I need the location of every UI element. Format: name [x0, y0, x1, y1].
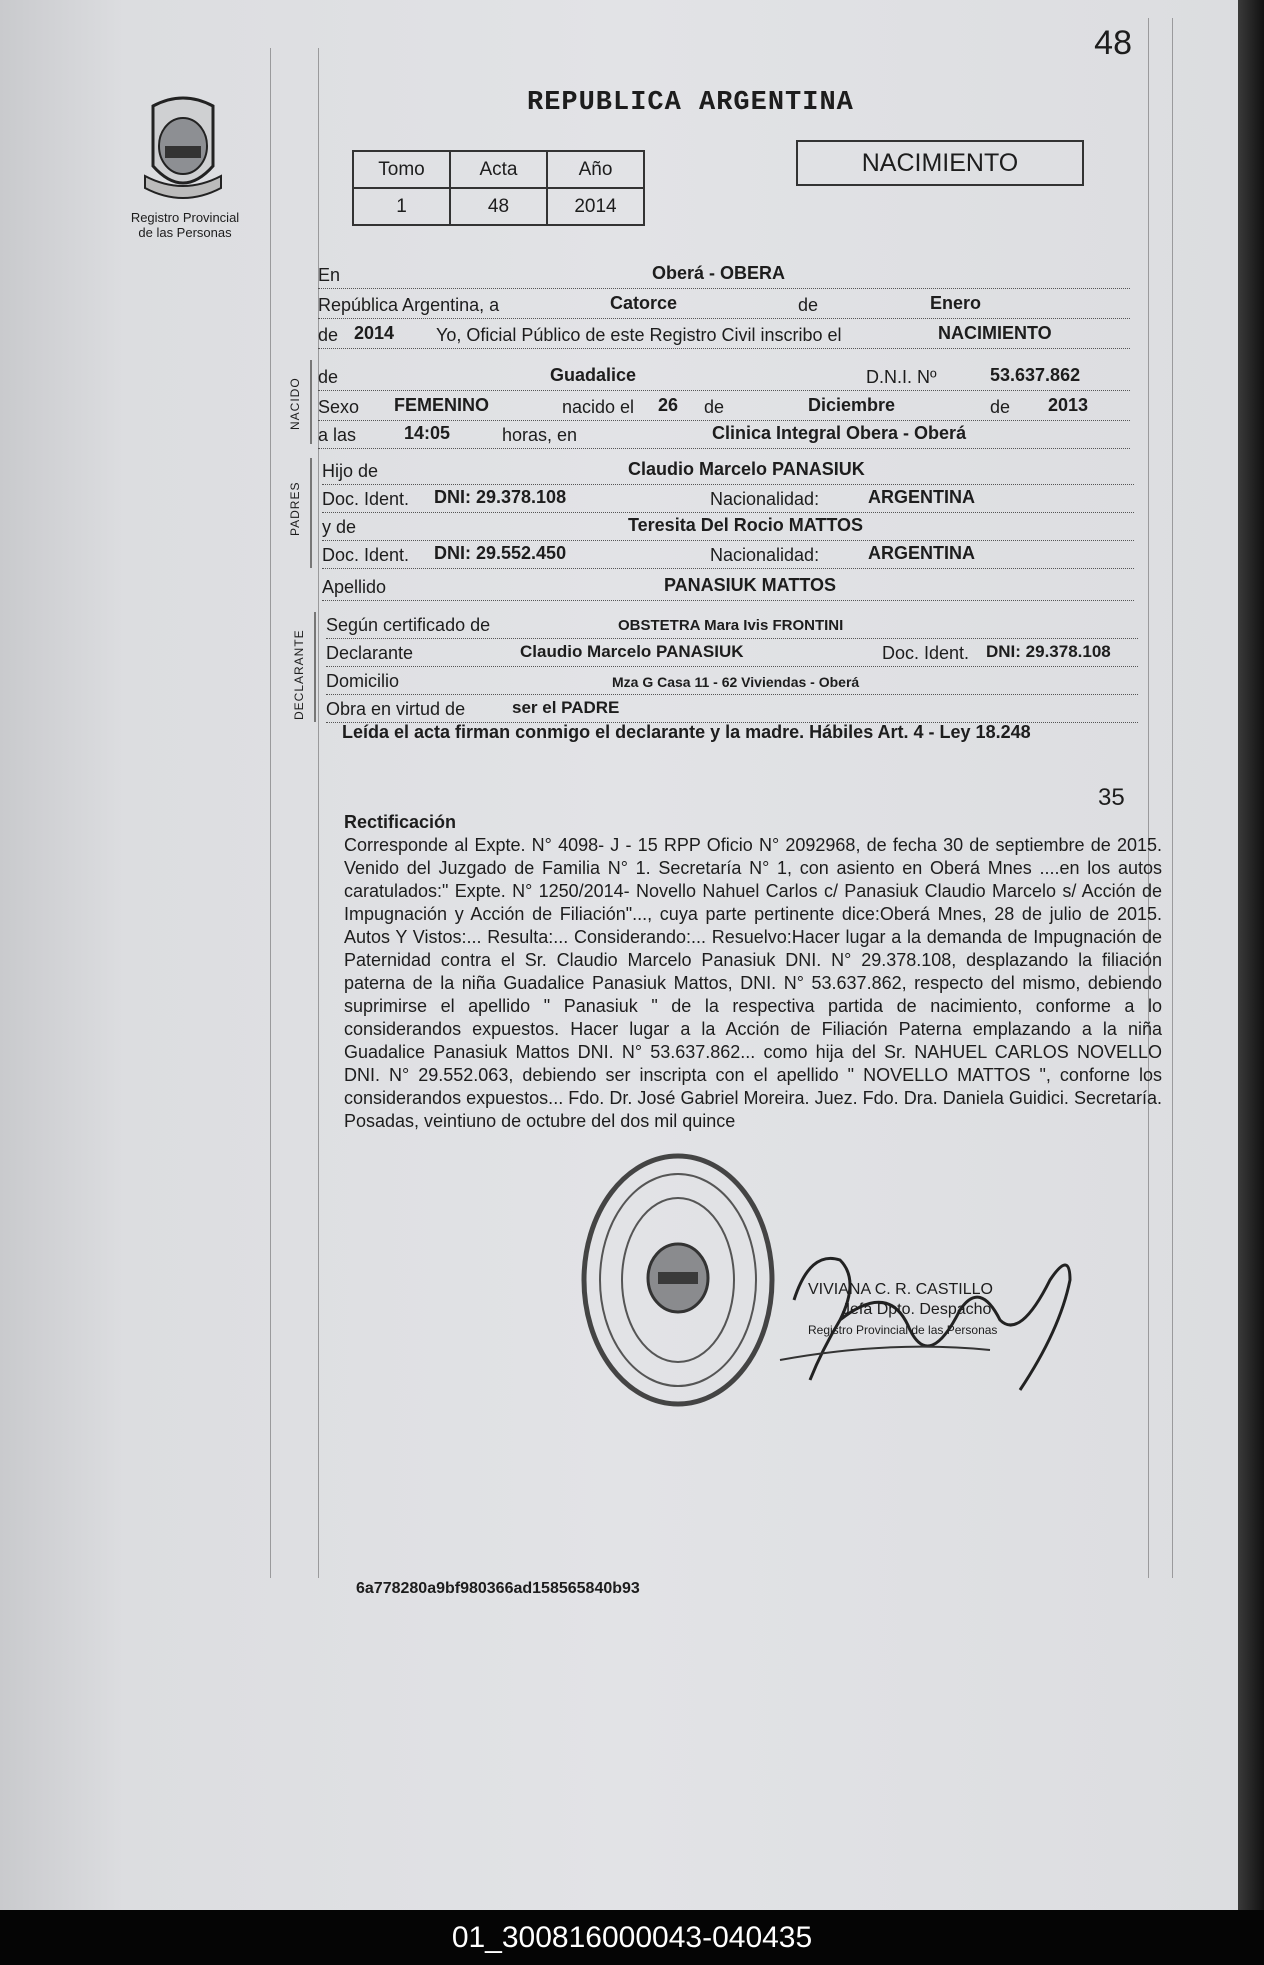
- row-declarante: [326, 636, 1138, 667]
- registry-caption-line2: de las Personas: [138, 225, 232, 240]
- label-nacido: nacido el: [562, 397, 635, 417]
- closing-statement: Leída el acta firman conmigo el declarante y la madre. Hábiles Art. 4 - Ley 18.248: [342, 722, 1031, 742]
- label-apellido: Apellido: [322, 577, 387, 597]
- row-certificado: [326, 608, 1138, 639]
- row-name: [318, 360, 1130, 391]
- officer-position: Jefa Dpto. Despacho: [842, 1301, 992, 1318]
- section-bar-padres: [310, 458, 312, 568]
- margin-line-right: [1148, 18, 1149, 1578]
- value-declarante: Claudio Marcelo PANASIUK: [520, 642, 744, 661]
- label-declarante: Declarante: [326, 643, 414, 663]
- section-bar-nacido: [310, 360, 312, 444]
- row-domicilio: [326, 664, 1138, 695]
- value-madre: Teresita Del Rocio MATTOS: [628, 515, 864, 535]
- row-madre: [322, 510, 1134, 541]
- value-madre-doc: DNI: 29.552.450: [434, 543, 567, 563]
- label-madre-nac: Nacionalidad:: [710, 545, 820, 565]
- rectification-number: 35: [1098, 784, 1125, 811]
- value-name: Guadalice: [550, 365, 637, 385]
- row-hora: [318, 418, 1130, 449]
- label-obra: Obra en virtud de: [326, 699, 466, 719]
- value-dia: 26: [658, 395, 679, 415]
- value-apellido: PANASIUK MATTOS: [664, 575, 837, 595]
- value-lugar: Clinica Integral Obera - Oberá: [712, 423, 967, 443]
- record-value-anio: 2014: [547, 188, 644, 225]
- value-virtud: ser el PADRE: [512, 698, 620, 717]
- label-declarante-doc: Doc. Ident.: [882, 643, 970, 663]
- row-inscribe: [318, 318, 1130, 349]
- province-seal-icon: [135, 96, 231, 204]
- value-sexo: FEMENINO: [394, 395, 490, 415]
- value-year: 2014: [354, 323, 395, 343]
- label-de-name: de: [318, 367, 339, 387]
- label-segun: Según certificado de: [326, 615, 491, 635]
- label-alas: a las: [318, 425, 357, 445]
- section-label-nacido: NACIDO: [288, 377, 302, 430]
- record-value-row: [353, 188, 644, 225]
- row-padre: [322, 454, 1134, 485]
- officer-block: [808, 1280, 997, 1340]
- row-place: [318, 258, 1130, 289]
- page-number: 48: [1094, 24, 1132, 62]
- value-padre: Claudio Marcelo PANASIUK: [628, 459, 865, 479]
- label-padre-doc: Doc. Ident.: [322, 489, 410, 509]
- label-hijo: Hijo de: [322, 461, 379, 481]
- record-value-acta: 48: [450, 188, 547, 225]
- row-madre-doc: [322, 538, 1134, 569]
- section-label-declarante: DECLARANTE: [292, 629, 306, 720]
- value-dni: 53.637.862: [990, 365, 1081, 385]
- row-sexo: [318, 390, 1130, 421]
- label-de-anio: de: [990, 397, 1011, 417]
- label-domicilio: Domicilio: [326, 671, 400, 691]
- record-table: [352, 150, 645, 226]
- margin-line-right-outer: [1172, 18, 1173, 1578]
- label-year: de: [318, 325, 339, 345]
- label-republica: República Argentina, a: [318, 295, 500, 315]
- value-domicilio: Mza G Casa 11 - 62 Viviendas - Oberá: [612, 674, 860, 690]
- document-hash: 6a778280a9bf980366ad158565840b93: [356, 1580, 640, 1597]
- value-inscribe: NACIMIENTO: [938, 323, 1052, 343]
- document-title: REPUBLICA ARGENTINA: [527, 88, 854, 118]
- value-padre-doc: DNI: 29.378.108: [434, 487, 567, 507]
- label-de-mes: de: [704, 397, 725, 417]
- margin-line-left: [270, 48, 271, 1578]
- official-stamp-icon: [578, 1150, 778, 1410]
- label-oficial: Yo, Oficial Público de este Registro Civil inscribo el: [436, 325, 842, 345]
- label-yde: y de: [322, 517, 357, 537]
- record-header-tomo: Tomo: [353, 151, 450, 188]
- registry-caption: [120, 210, 250, 240]
- registry-caption-line1: Registro Provincial: [130, 210, 240, 225]
- label-madre-doc: Doc. Ident.: [322, 545, 410, 565]
- label-padre-nac: Nacionalidad:: [710, 489, 820, 509]
- value-padre-nac: ARGENTINA: [868, 487, 975, 507]
- section-bar-declarante: [314, 612, 316, 722]
- record-header-anio: Año: [547, 151, 644, 188]
- value-place: Oberá - OBERA: [652, 263, 786, 283]
- row-date: [318, 288, 1130, 319]
- section-label-padres: PADRES: [288, 481, 302, 536]
- document-type-box: NACIMIENTO: [796, 140, 1084, 186]
- footer-id: 01_300816000043-040435: [0, 1910, 1264, 1965]
- label-de: de: [798, 295, 819, 315]
- value-hora: 14:05: [404, 423, 451, 443]
- value-madre-nac: ARGENTINA: [868, 543, 975, 563]
- record-value-tomo: 1: [353, 188, 450, 225]
- officer-office: Registro Provincial de las Personas: [808, 1323, 998, 1337]
- value-month: Enero: [930, 293, 982, 313]
- label-horas: horas, en: [502, 425, 578, 445]
- row-virtud: [326, 692, 1138, 723]
- value-certificado: OBSTETRA Mara Ivis FRONTINI: [618, 617, 844, 634]
- label-sexo: Sexo: [318, 397, 360, 417]
- record-header-row: [353, 151, 644, 188]
- officer-name: VIVIANA C. R. CASTILLO: [808, 1281, 993, 1298]
- record-header-acta: Acta: [450, 151, 547, 188]
- value-anio: 2013: [1048, 395, 1089, 415]
- label-en: En: [318, 265, 341, 285]
- row-padre-doc: [322, 482, 1134, 513]
- scanner-edge: [1238, 0, 1264, 1910]
- rectification-body: Corresponde al Expte. N° 4098- J - 15 RPP Oficio N° 2092968, de fecha 30 de septiembre de 2015. Venido del Juzgado de Familia N° 1. Secretaría N° 1, con asiento en Oberá Mnes ....en los autos caratulados:" Expte. N° 1250/2014- Novello Nahuel Carlos c/ Panasiuk Claudio Marcelo s/ Acción de Impugnación y Acción de Filiación"..., cuya parte pertinente dice:Oberá Mnes, 28 de julio de 2015. Autos Y Vistos:... Resulta:... Considerando:... Resuelvo:Hacer lugar a la demanda de Impugnación de Paternidad contra el Sr. Claudio Marcelo Panasiuk DNI. N° 29.378.108, desplazando la filiación paterna de la niña Guadalice Panasiuk Mattos, DNI. N° 53.637.862, respecto del mismo, debiendo suprimirse el apellido " Panasiuk " de la respectiva partida de nacimiento, conforme a lo considerandos expuestos. Hacer lugar a la Acción de Filiación Paterna emplazando a la niña Guadalice Panasiuk Mattos DNI. N° 53.637.862... como hija del Sr. NAHUEL CARLOS NOVELLO DNI. N° 29.552.063, debiendo ser inscripta con el apellido " NOVELLO MATTOS ", conforne los considerandos expuestos... Fdo. Dr. José Gabriel Moreira. Juez. Fdo. Dra. Daniela Guidici. Secretaría. Posadas, veintiuno de octubre del dos mil quince: [344, 835, 1162, 1131]
- label-dni: D.N.I. Nº: [866, 367, 937, 387]
- row-apellido: [322, 570, 1134, 601]
- value-declarante-doc: DNI: 29.378.108: [986, 642, 1111, 661]
- rectification-title: Rectificación: [344, 812, 457, 832]
- value-day-words: Catorce: [610, 293, 678, 313]
- value-mes: Diciembre: [808, 395, 896, 415]
